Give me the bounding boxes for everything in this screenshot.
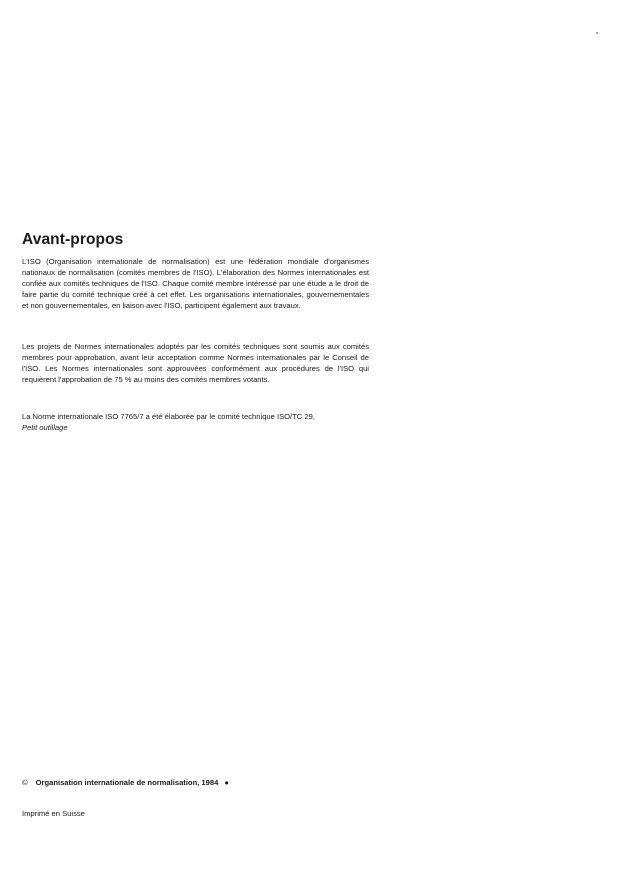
paragraph-approval: Les projets de Normes internationales adoptés par les comités techniques sont soumis aux comités membres pour approbation, avant leur acceptation comme Normes internationales par le Conseil de l'ISO. Les Normes internationales sont approuvées conformément aux procédures de l'ISO qui requièrent l'approbation de 75 % au moins des comités membres votants. [22, 342, 369, 384]
paragraph-intro: L'ISO (Organisation internationale de normalisation) est une fédération mondiale d'organismes nationaux de normalisation (comités membres de l'ISO). L'élaboration des Normes internationales est confiée aux comités techniques de l'ISO. Chaque comité membre intéressé par une étude a le droit de faire partie du comité technique créé à cet effet. Les organisations internationales, gouvernementales et non gouvernementales, en liaison avec l'ISO, participent également aux travaux. [22, 257, 369, 310]
printed-in-line: Imprimé en Suisse [22, 809, 85, 818]
copyright-icon: © [22, 778, 28, 787]
bullet-icon: ● [224, 778, 229, 787]
page-speck [596, 32, 598, 34]
copyright-text: Organisation internationale de normalisation, 1984 [35, 778, 219, 787]
paragraph-technical-committee-text: La Norme internationale ISO 7765/7 a été élaborée par le comité technique ISO/TC 29, [22, 412, 315, 421]
copyright-line [22, 778, 229, 787]
committee-title: Petit outillage [22, 423, 68, 432]
page-title: Avant-propos [22, 231, 124, 248]
paragraph-technical-committee [22, 411, 369, 433]
